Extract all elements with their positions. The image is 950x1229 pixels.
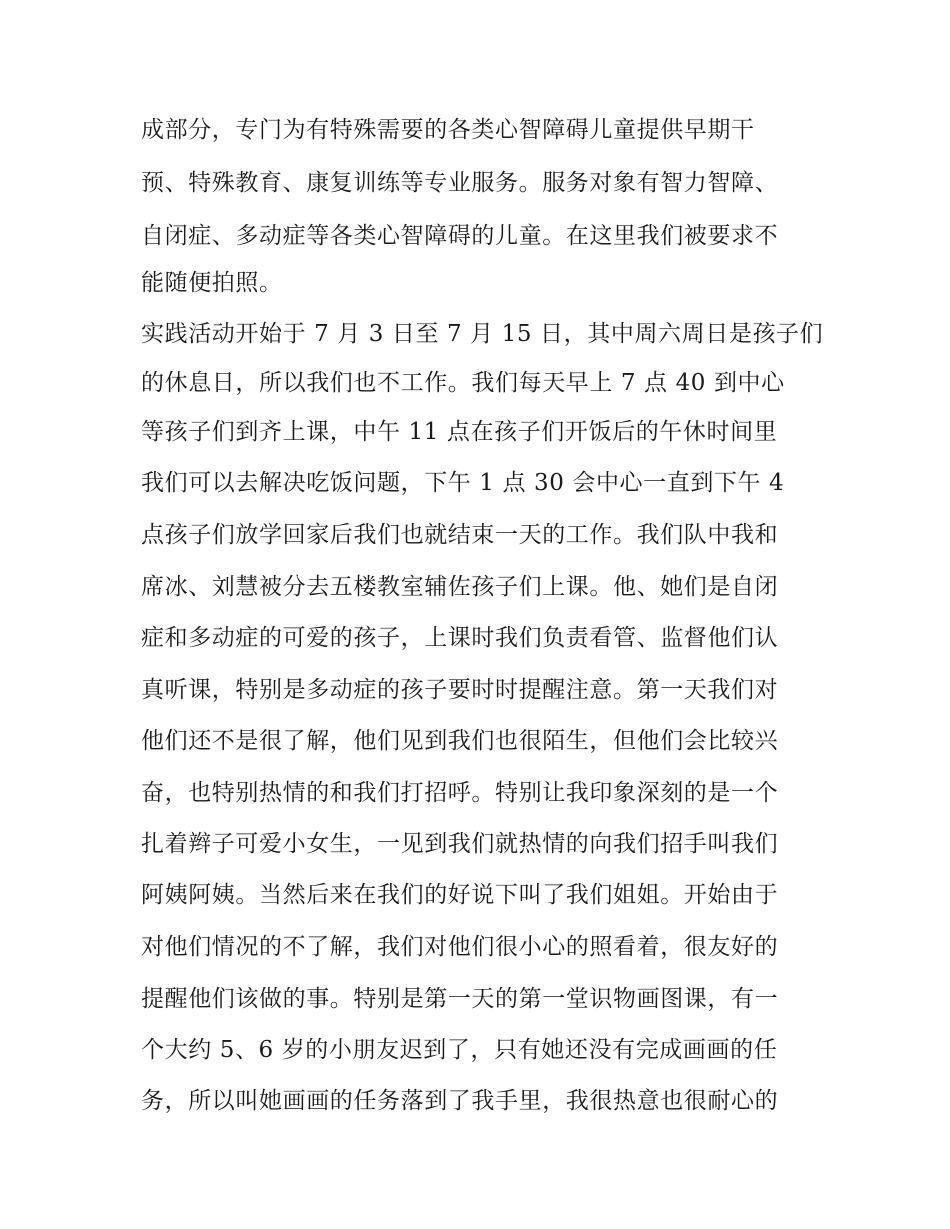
text-line: 预、特殊教育、康复训练等专业服务。服务对象有智力智障、: [141, 170, 779, 196]
text-line: 阿姨阿姨。当然后来在我们的好说下叫了我们姐姐。开始由于: [141, 882, 779, 908]
text-line: 奋，也特别热情的和我们打招呼。特别让我印象深刻的是一个: [141, 780, 779, 806]
text-line: 务，所以叫她画画的任务落到了我手里，我很热意也很耐心的: [141, 1088, 779, 1114]
text-line: 他们还不是很了解，他们见到我们也很陌生，但他们会比较兴: [141, 728, 779, 754]
text-line: 扎着辫子可爱小女生，一见到我们就热情的向我们招手叫我们: [141, 831, 779, 857]
text-line: 症和多动症的可爱的孩子，上课时我们负责看管、监督他们认: [141, 625, 779, 651]
text-line: 真听课，特别是多动症的孩子要时时提醒注意。第一天我们对: [141, 677, 779, 703]
text-line: 对他们情况的不了解，我们对他们很小心的照看着，很友好的: [141, 934, 779, 960]
text-line: 我们可以去解决吃饭问题，下午 1 点 30 会中心一直到下午 4: [141, 470, 785, 496]
text-line: 点孩子们放学回家后我们也就结束一天的工作。我们队中我和: [141, 522, 779, 548]
text-line: 的休息日，所以我们也不工作。我们每天早上 7 点 40 到中心: [141, 370, 785, 396]
text-line: 等孩子们到齐上课，中午 11 点在孩子们开饭后的午休时间里: [141, 419, 778, 445]
text-line: 自闭症、多动症等各类心智障碍的儿童。在这里我们被要求不: [141, 223, 779, 249]
text-line: 实践活动开始于 7 月 3 日至 7 月 15 日，其中周六周日是孩子们: [141, 321, 824, 347]
text-line: 提醒他们该做的事。特别是第一天的第一堂识物画图课，有一: [141, 986, 779, 1012]
text-line: 成部分，专门为有特殊需要的各类心智障碍儿童提供早期干: [141, 117, 755, 143]
text-line: 个大约 5、6 岁的小朋友迟到了，只有她还没有完成画画的任: [141, 1037, 778, 1063]
text-line: 能随便拍照。: [141, 270, 283, 296]
text-line: 席冰、刘慧被分去五楼教室辅佐孩子们上课。他、她们是自闭: [141, 574, 779, 600]
